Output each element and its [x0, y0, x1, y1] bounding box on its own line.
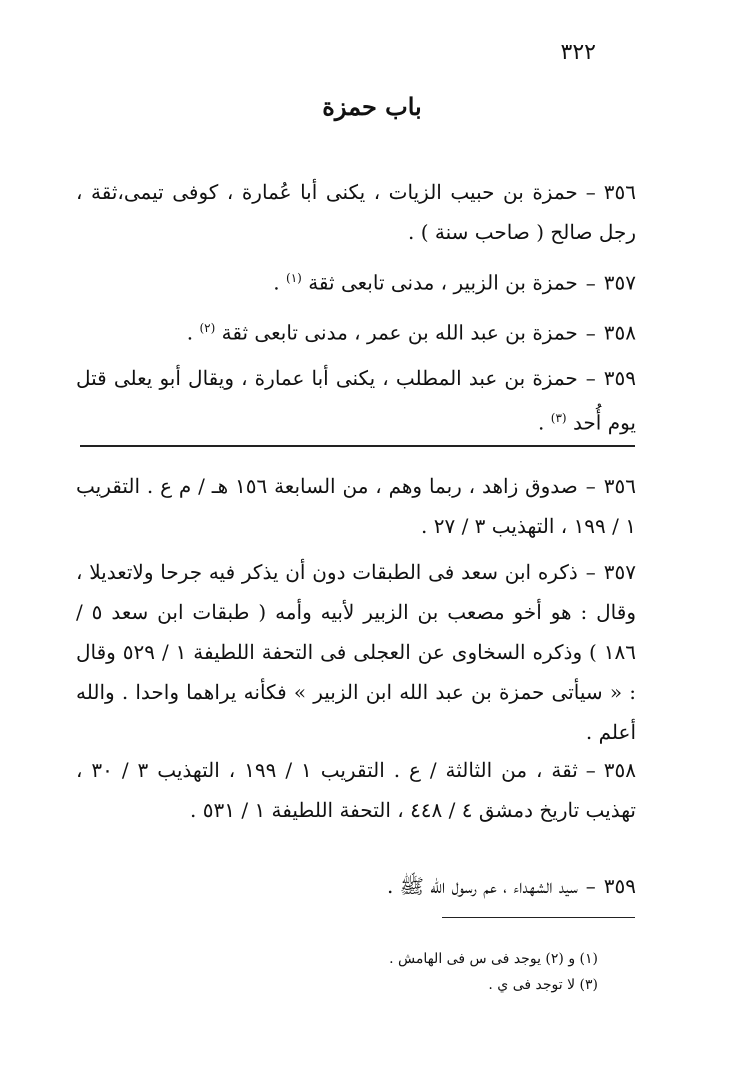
entry-359: ٣٥٩–حمزة بن عبد المطلب ، يكنى أبا عمارة ، ويقال أبو يعلى قتل يوم أُحد $^{(٣)}$ .	[76, 366, 636, 435]
page-number: ٣٢٢	[560, 40, 596, 65]
entry-357: ٣٥٧–حمزة بن الزبير ، مدنى تابعى ثقة $^{(١)}$ .	[273, 270, 636, 295]
commentary-number: ٣٥٩	[603, 874, 636, 898]
commentary-text: سيد الشهداء ، عم رسول الله ﷺ .	[387, 874, 578, 898]
commentary-358: ٣٥٨–ثقة ، من الثالثة / ع . التقريب ١ / ١٩٩ ، التهذيب ٣ / ٣٠ ، تهذيب تاريخ دمشق ٤ / ٤٤٨ ، التحفة اللطيفة ١ / ٥٣١ .	[76, 758, 637, 822]
chapter-title: باب حمزة	[322, 92, 422, 121]
commentary-text: ذكره ابن سعد فى الطبقات دون أن يذكر فيه جرحا ولاتعديلا ، وقال : هو أخو مصعب بن الزبير لأبيه وأمه ( طبقات ابن سعد ٥ / ١٨٦ ) وذكره السخاوى عن العجلى فى التحفة اللطيفة ١ / ٥٢٩ وقال : « سيأتى حمزة بن عبد الله ابن الزبير » فكأنه يراهما واحدا . والله أعلم .	[76, 560, 637, 744]
footnote-divider	[442, 917, 635, 918]
entry-text: حمزة بن الزبير ، مدنى تابعى ثقة	[308, 270, 578, 295]
section-divider	[80, 445, 635, 447]
entry-number: ٣٥٧	[603, 270, 636, 295]
entry-tail: .	[186, 320, 194, 345]
footnote-1: (١) و (٢) يوجد فى س فى الهامش .	[389, 951, 598, 967]
entry-number: ٣٥٨	[603, 320, 636, 345]
commentary-356: ٣٥٦–صدوق زاهد ، ربما وهم ، من السابعة ١٥٦ هـ / م ع . التقريب ١ / ١٩٩ ، التهذيب ٣ / ٢٧ .	[76, 474, 636, 538]
commentary-number: ٣٥٨	[603, 758, 637, 782]
commentary-357: ٣٥٧–ذكره ابن سعد فى الطبقات دون أن يذكر فيه جرحا ولاتعديلا ، وقال : هو أخو مصعب بن الزبير لأبيه وأمه ( طبقات ابن سعد ٥ / ١٨٦ ) وذكره السخاوى عن العجلى فى التحفة اللطيفة ١ / ٥٢٩ وقال : « سيأتى حمزة بن عبد الله ابن الزبير » فكأنه يراهما واحدا . والله أعلم .	[76, 560, 637, 744]
commentary-number: ٣٥٧	[603, 560, 636, 584]
commentary-number: ٣٥٦	[603, 474, 636, 498]
footnote-marker: (٣)	[550, 411, 567, 425]
footnote-marker: (٢)	[199, 321, 216, 335]
entry-text: حمزة بن حبيب الزيات ، يكنى أبا عُمارة ، كوفى تيمى،ثقة ، رجل صالح ( صاحب سنة ) .	[76, 180, 636, 244]
entry-tail: .	[273, 270, 280, 295]
entry-number: ٣٥٦	[603, 180, 636, 204]
entry-text: حمزة بن عبد المطلب ، يكنى أبا عمارة ، ويقال أبو يعلى قتل يوم أُحد	[76, 366, 636, 435]
entry-tail: .	[538, 410, 545, 435]
entry-358: ٣٥٨–حمزة بن عبد الله بن عمر ، مدنى تابعى ثقة $^{(٢)}$ .	[186, 320, 636, 345]
footnote-2: (٣) لا توجد فى ي .	[488, 977, 598, 993]
commentary-text: صدوق زاهد ، ربما وهم ، من السابعة ١٥٦ هـ / م ع . التقريب ١ / ١٩٩ ، التهذيب ٣ / ٢٧ .	[76, 474, 636, 538]
entry-number: ٣٥٩	[603, 366, 636, 390]
footnote-marker: (١)	[286, 271, 302, 285]
commentary-text: ثقة ، من الثالثة / ع . التقريب ١ / ١٩٩ ، التهذيب ٣ / ٣٠ ، تهذيب تاريخ دمشق ٤ / ٤٤٨ ، التحفة اللطيفة ١ / ٥٣١ .	[76, 758, 636, 822]
commentary-359: ٣٥٩–سيد الشهداء ، عم رسول الله ﷺ .	[387, 874, 636, 898]
entry-356: ٣٥٦–حمزة بن حبيب الزيات ، يكنى أبا عُمارة ، كوفى تيمى،ثقة ، رجل صالح ( صاحب سنة ) .	[76, 180, 636, 244]
entry-text: حمزة بن عبد الله بن عمر ، مدنى تابعى ثقة	[221, 320, 578, 345]
